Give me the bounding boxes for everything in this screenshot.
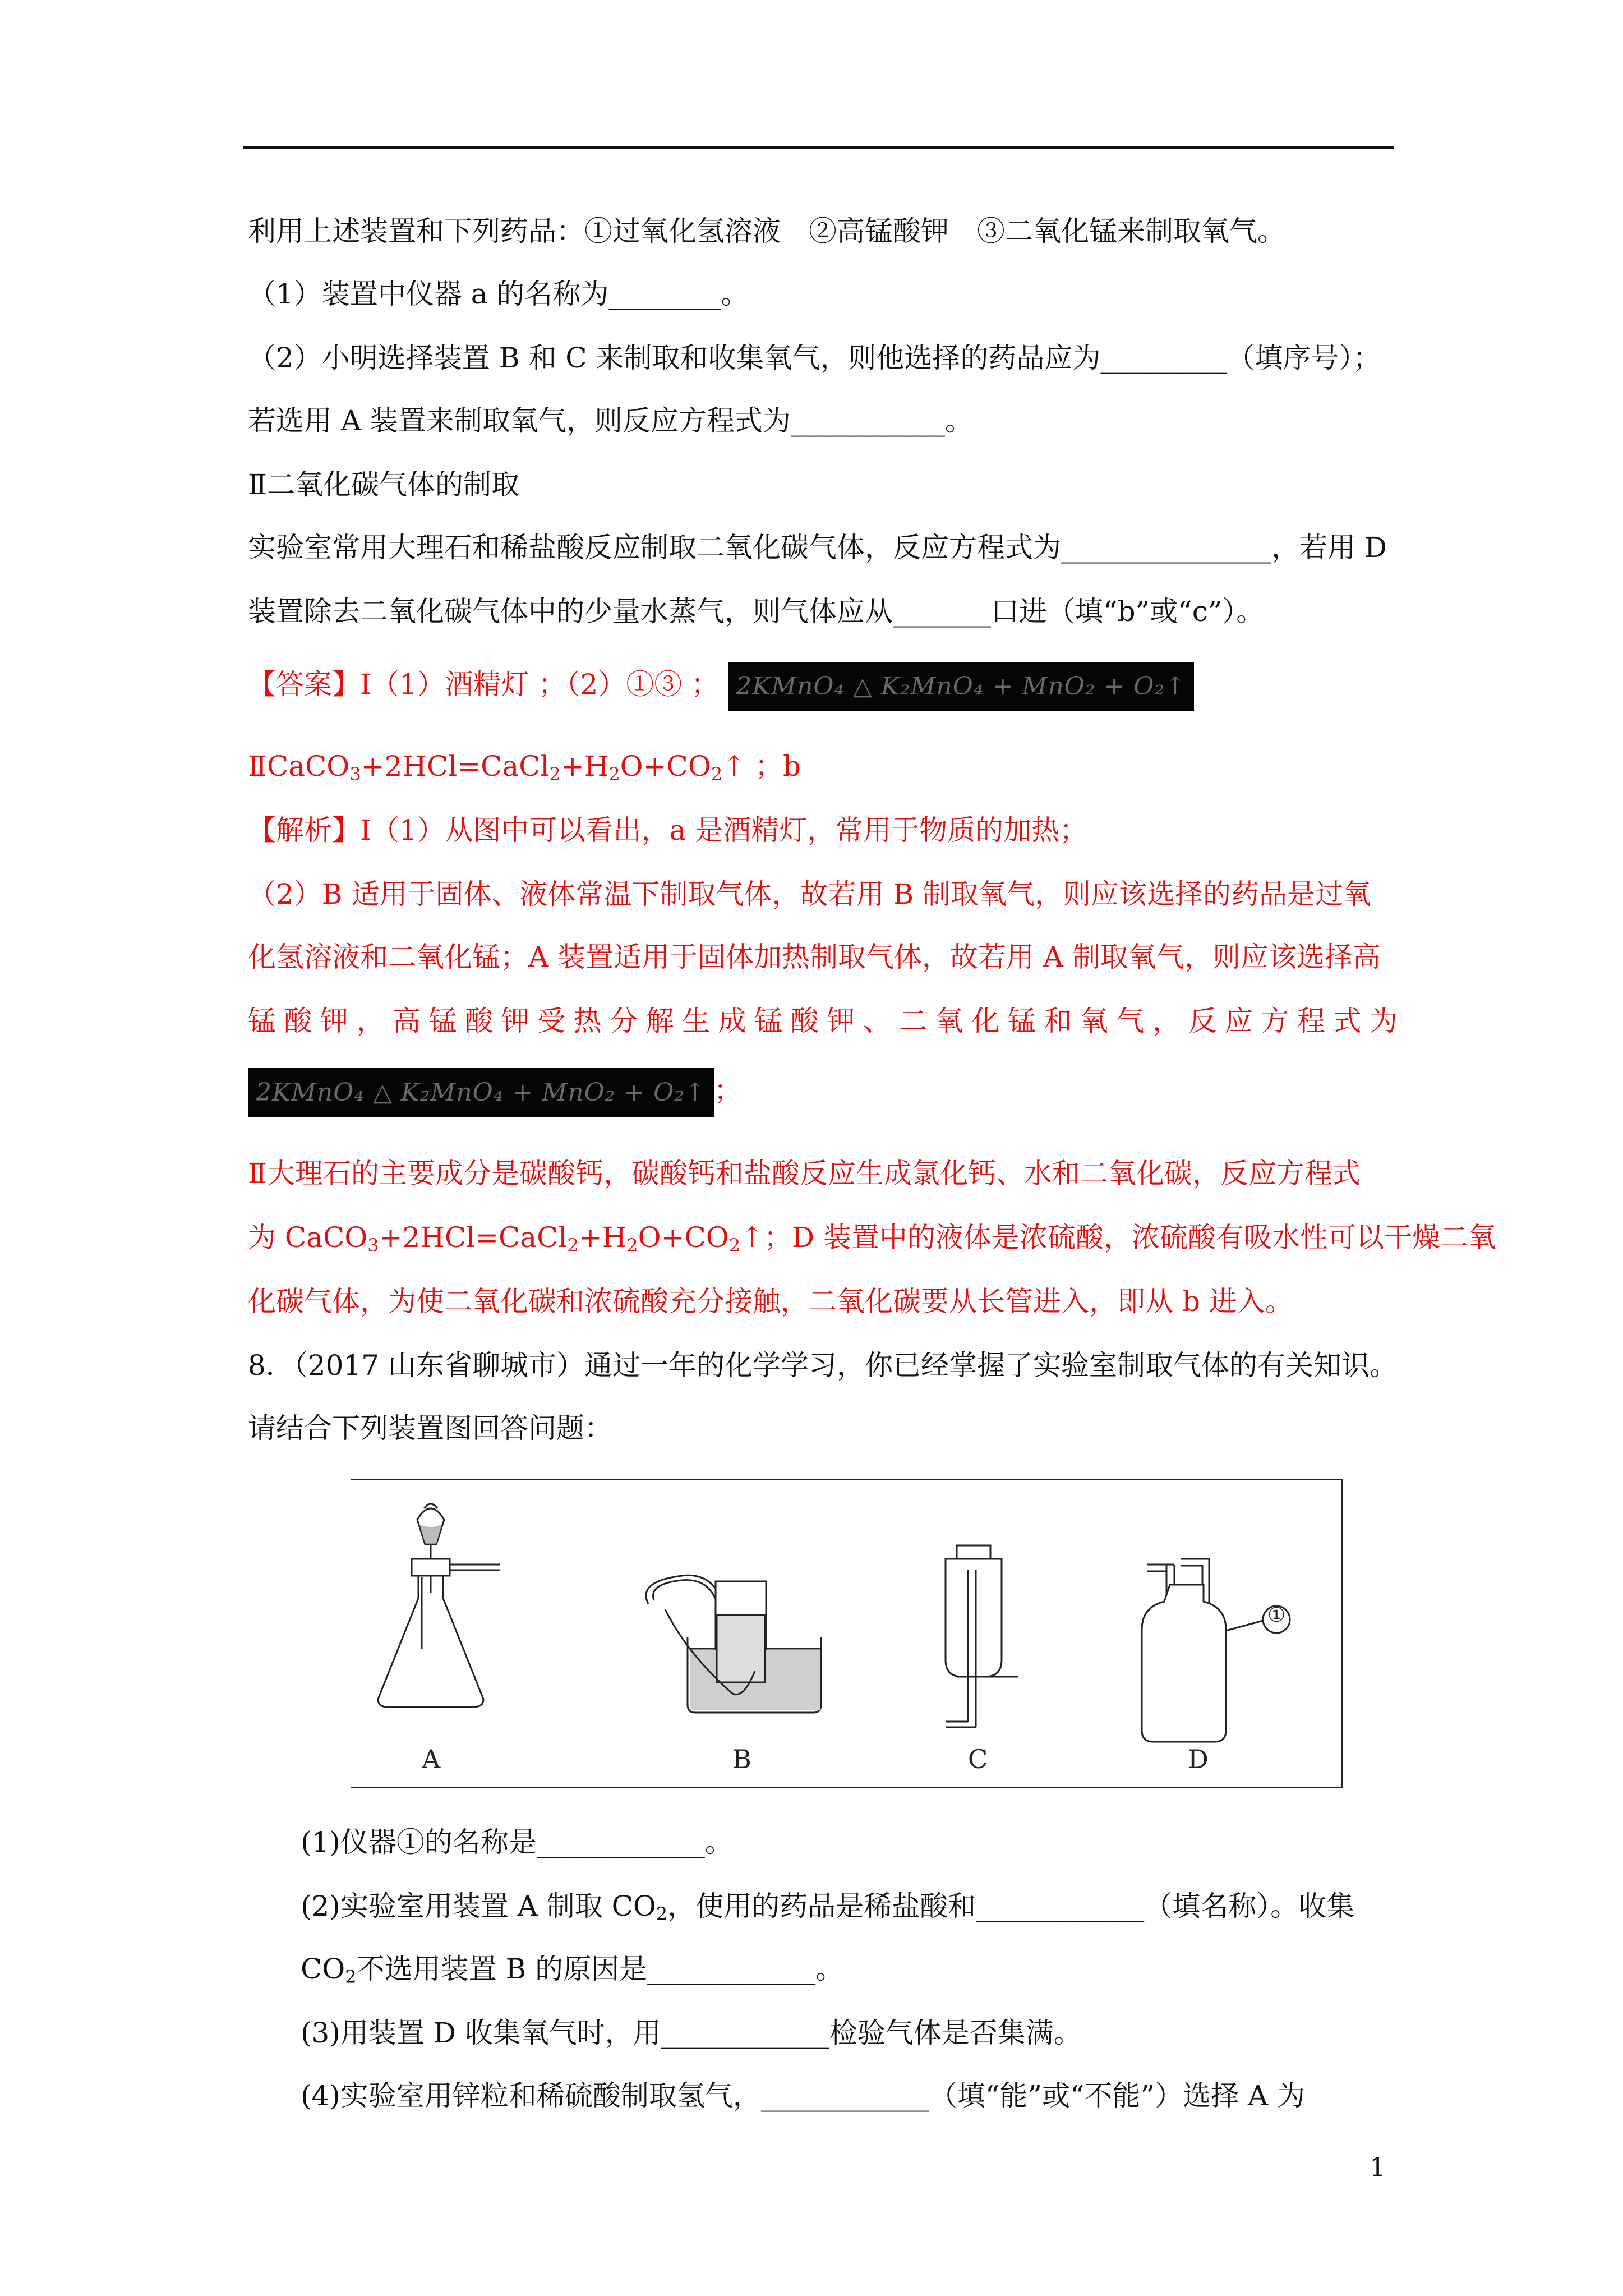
justified-char: ， bbox=[1152, 1005, 1181, 1037]
justified-char: 二 bbox=[899, 1005, 928, 1037]
apparatus-d bbox=[1142, 1559, 1290, 1742]
question-8-3: (3)用装置 D 收集氧气时，用____________检验气体是否集满。 bbox=[301, 2017, 1082, 2049]
question-8-2b: $CO_2$不选用装置 B 的原因是____________。 bbox=[301, 1953, 844, 1987]
justified-char: 酸 bbox=[284, 1005, 312, 1037]
justified-char: 应 bbox=[1224, 1005, 1253, 1037]
part2-title: Ⅱ二氧化碳气体的制取 bbox=[248, 468, 519, 501]
formula-image-kmno4-2: 2KMnO₄ △ K₂MnO₄ + MnO₂ + O₂↑ bbox=[248, 1068, 714, 1117]
formula-image-kmno4: 2KMnO₄ △ K₂MnO₄ + MnO₂ + O₂↑ bbox=[728, 662, 1194, 711]
answer-line bbox=[248, 660, 1398, 711]
justified-char: 式 bbox=[1333, 1005, 1362, 1037]
justified-char: 生 bbox=[682, 1005, 711, 1037]
label-circle-1: ① bbox=[1267, 1604, 1286, 1627]
justified-char: 氧 bbox=[935, 1005, 963, 1037]
justified-char: 气 bbox=[1116, 1005, 1145, 1037]
justified-char: 方 bbox=[1261, 1005, 1289, 1037]
part2-line1: 实验室常用大理石和稀盐酸反应制取二氧化碳气体，反应方程式为_______________，若用 D bbox=[248, 531, 1387, 564]
justified-char: 酸 bbox=[790, 1005, 819, 1037]
answer-prefix: 【答案】Ⅰ（1）酒精灯 ；（2）①③ ； bbox=[248, 668, 720, 701]
page-number: 1 bbox=[1370, 2152, 1386, 2182]
label-d: D bbox=[1188, 1744, 1209, 1774]
justified-char: 和 bbox=[1044, 1005, 1072, 1037]
justified-char: 成 bbox=[718, 1005, 746, 1037]
apparatus-c bbox=[946, 1545, 1018, 1727]
apparatus-b bbox=[646, 1575, 821, 1713]
justified-char: 、 bbox=[863, 1005, 891, 1037]
justified-char: 钾 bbox=[501, 1005, 529, 1037]
justified-char: 反 bbox=[1188, 1005, 1217, 1037]
justified-char: 为 bbox=[1369, 1005, 1398, 1037]
analysis-3c: 化碳气体，为使二氧化碳和浓硫酸充分接触，二氧化碳要从长管进入，即从 b 进入。 bbox=[248, 1285, 1293, 1318]
justified-char: 锰 bbox=[1007, 1005, 1036, 1037]
label-a: A bbox=[422, 1744, 441, 1774]
analysis-3b: 为 $CaCO_3+2HCl=CaCl_2+H_2O+CO_2↑$；D 装置中的液体是浓硫酸，浓硫酸有吸水性可以干燥二氧 bbox=[248, 1221, 1496, 1256]
justified-char: 钾 bbox=[827, 1005, 855, 1037]
label-b: B bbox=[732, 1744, 751, 1774]
label-c: C bbox=[968, 1744, 988, 1774]
justified-char: 热 bbox=[573, 1005, 602, 1037]
question-8-4: (4)实验室用锌粒和稀硫酸制取氢气，____________（填“能”或“不能”）选择 A 为 bbox=[301, 2079, 1305, 2112]
part2-line2: 装置除去二氧化碳气体中的少量水蒸气，则气体应从_______口进（填“b”或“c”）。 bbox=[248, 595, 1265, 628]
intro-text: 利用上述装置和下列药品：①过氧化氢溶液 ②高锰酸钾 ③二氧化锰来制取氧气。 bbox=[248, 215, 1285, 247]
header-rule bbox=[243, 146, 1394, 149]
question-8-line2: 请结合下列装置图回答问题： bbox=[248, 1412, 612, 1444]
question-8-line1: 8．（2017 山东省聊城市）通过一年的化学学习，你已经掌握了实验室制取气体的有关知识。 bbox=[248, 1349, 1398, 1382]
justified-char: 钾 bbox=[320, 1005, 349, 1037]
question-8-2a: (2)实验室用装置 A 制取 $CO_2$，使用的药品是稀盐酸和____________（填名称）。收集 bbox=[301, 1890, 1355, 1925]
analysis-2c bbox=[248, 1004, 1398, 1038]
question-1: （1）装置中仪器 a 的名称为________。 bbox=[248, 278, 749, 310]
question-2-line2: 若选用 A 装置来制取氧气，则反应方程式为___________。 bbox=[248, 404, 973, 437]
justified-char: 受 bbox=[537, 1005, 566, 1037]
analysis-1: 【解析】Ⅰ（1）从图中可以看出，a 是酒精灯，常用于物质的加热； bbox=[248, 814, 1088, 846]
analysis-2b: 化氢溶液和二氧化锰；A 装置适用于固体加热制取气体，故若用 A 制取氧气，则应该选择高 bbox=[248, 941, 1381, 973]
justified-char: 高 bbox=[393, 1005, 421, 1037]
answer-co2-line: $ⅡCaCO_3+2HCl=CaCl_2+H_2O+CO_2↑$ ；b bbox=[248, 750, 801, 785]
justified-char: 酸 bbox=[465, 1005, 494, 1037]
question-8-1: (1)仪器①的名称是____________。 bbox=[301, 1826, 733, 1858]
question-2-line1: （2）小明选择装置 B 和 C 来制取和收集氧气，则他选择的药品应为_________（填序号）； bbox=[248, 342, 1381, 374]
apparatus-svg bbox=[351, 1480, 1341, 1787]
justified-char: 锰 bbox=[428, 1005, 457, 1037]
justified-char: 分 bbox=[610, 1005, 638, 1037]
apparatus-a bbox=[378, 1504, 500, 1707]
analysis-2a: （2）B 适用于固体、液体常温下制取气体，故若用 B 制取氧气，则应该选择的药品是过氧 bbox=[248, 878, 1371, 910]
justified-char: 氧 bbox=[1080, 1005, 1108, 1037]
justified-char: 锰 bbox=[754, 1005, 783, 1037]
justified-char: 化 bbox=[971, 1005, 1000, 1037]
justified-char: 解 bbox=[645, 1005, 674, 1037]
justified-char: ， bbox=[356, 1005, 385, 1037]
justified-char: 程 bbox=[1297, 1005, 1325, 1037]
analysis-formula-line: 2KMnO₄ △ K₂MnO₄ + MnO₂ + O₂↑ ； bbox=[248, 1066, 1398, 1117]
apparatus-figure bbox=[351, 1479, 1343, 1788]
analysis-3a: Ⅱ大理石的主要成分是碳酸钙，碳酸钙和盐酸反应生成氯化钙、水和二氧化碳，反应方程式 bbox=[248, 1157, 1361, 1190]
justified-char: 锰 bbox=[248, 1005, 276, 1037]
